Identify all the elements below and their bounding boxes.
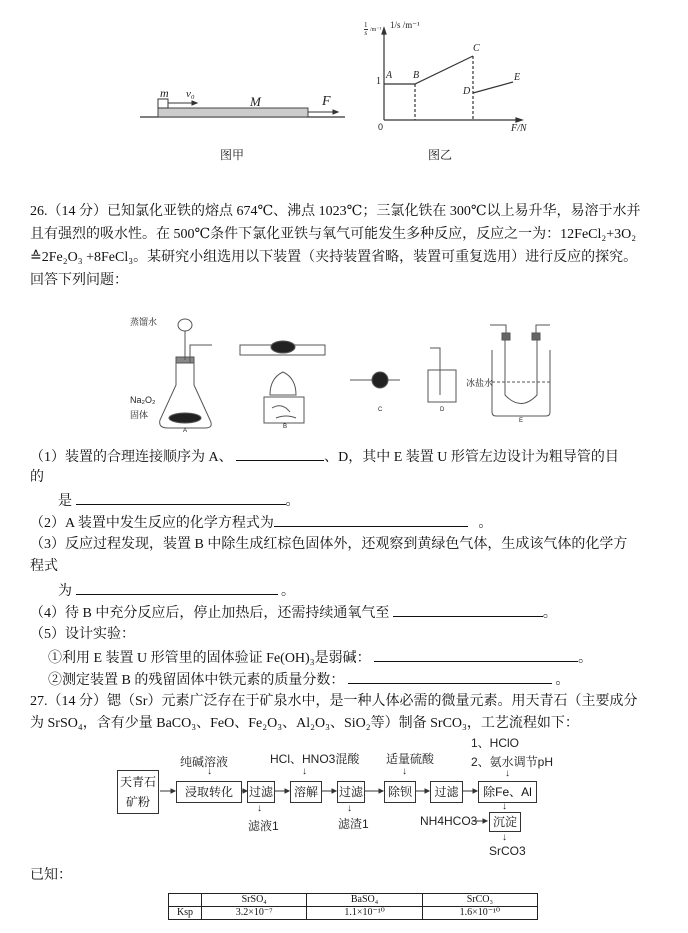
q26-part5: （5）设计实验： — [30, 627, 135, 642]
output-filtrate-1: 滤液1 — [248, 819, 279, 833]
caption-fig-b: 图乙 — [428, 148, 453, 162]
header-baso4: BaSO₄ — [307, 894, 422, 907]
q26-line1: 26.（14 分）已知氯化亚铁的熔点 674℃、沸点 1023℃；三氯化铁在 300℃以上易升华，易溶于水并 — [30, 204, 641, 219]
label-F: F — [322, 94, 331, 109]
arrow-down: ↓ — [502, 832, 507, 843]
flow-step-filter-3: 过滤 — [430, 781, 463, 803]
label-na2o2: Na₂O₂ — [130, 395, 156, 405]
label-ice-salt-water: 冰盐水 — [466, 378, 494, 388]
arrow-down: ↓ — [207, 766, 212, 777]
arrow-down: ↓ — [402, 766, 407, 777]
flow-start-box: 天青石 矿粉 — [117, 770, 159, 814]
label-M: M — [250, 94, 261, 109]
y-tick-1: 1 — [376, 76, 381, 87]
q26-part3: （3）反应过程发现，装置 B 中除生成红棕色固体外，还观察到黄绿色气体，生成该气体的化学方 — [30, 537, 628, 552]
row-label-ksp: Ksp — [169, 907, 202, 920]
q27-line1: 27.（14 分）锶（Sr）元素广泛存在于矿泉水中，是一种人体必需的微量元素。用天青石（主要成分 — [30, 694, 638, 709]
point-C: C — [473, 43, 480, 54]
flow-step-remove-ba: 除钡 — [384, 781, 416, 803]
y-axis-unit: /m⁻¹ — [370, 27, 382, 33]
reagent-sulfuric-acid: 适量硫酸 — [386, 752, 435, 766]
reagent-hclo: 1、HClO — [471, 736, 520, 750]
label-distilled-water: 蒸馏水 — [130, 317, 158, 327]
q26-part1-answer: 是 。 — [58, 490, 300, 512]
label-v0: v₀ — [186, 88, 195, 100]
flow-step-remove-fe-al: 除Fe、Al — [478, 781, 537, 803]
arrow-down: ↓ — [302, 766, 307, 777]
point-B: B — [413, 70, 420, 81]
q26-part3-cont: 程式 — [30, 559, 58, 574]
x-axis-label: F/N — [511, 123, 527, 134]
origin-label: 0 — [378, 122, 384, 132]
q26-line3: ≙2Fe₂O₃ +8FeCl₃。某研究小组选用以下装置（夹持装置省略，装置可重复选用）进行反应的探究。 — [30, 250, 638, 265]
label-A: A — [183, 428, 188, 434]
reagent-ammonia: 2、氨水调节pH — [471, 755, 554, 769]
q26-part5-2: ②测定装置 B 的残留固体中铁元素的质量分数： 。 — [48, 669, 569, 691]
reagent-mixed-acid: HCl、HNO3混酸 — [270, 752, 360, 766]
q26-part1: （1）装置的合理连接顺序为 A、 、D，其中 E 装置 U 形管左边设计为粗导管的目 — [30, 446, 619, 468]
label-m: m — [160, 86, 169, 100]
point-E: E — [514, 72, 521, 83]
q26-line2: 且有强烈的吸水性。在 500℃条件下氯化亚铁与氧气可能发生多种反应，反应之一为：12FeCl₂+3O₂ — [30, 227, 637, 242]
reagent-nh4hco3: NH4HCO3 — [420, 814, 478, 828]
label-C: C — [378, 407, 383, 413]
label-D: D — [440, 407, 445, 413]
header-srco3: SrCO₃ — [422, 894, 537, 907]
q26-part4: （4）待 B 中充分反应后，停止加热后，还需持续通氧气至 。 — [30, 602, 557, 624]
point-D: D — [463, 86, 471, 97]
arrow-down: ↓ — [257, 803, 262, 814]
arrow-down: ↓ — [502, 801, 507, 812]
flow-step-leach: 浸取转化 — [176, 781, 242, 803]
label-E: E — [519, 418, 524, 424]
flow-step-dissolve: 溶解 — [290, 781, 322, 803]
caption-fig-a: 图甲 — [220, 148, 245, 162]
point-A: A — [386, 70, 393, 81]
label-solid: 固体 — [130, 410, 149, 420]
y-axis-label-fraction: 1 s — [364, 21, 368, 37]
q26-part5-1: ①利用 E 装置 U 形管里的固体验证 Fe(OH)₃是弱碱： 。 — [48, 647, 592, 669]
q26-part1-cont: 的 — [30, 470, 44, 485]
flow-step-precipitate: 沉淀 — [489, 812, 521, 832]
output-residue-1: 滤渣1 — [338, 817, 369, 831]
arrow-down: ↓ — [505, 768, 510, 779]
flow-step-filter-2: 过滤 — [337, 781, 365, 803]
table-row: Ksp 3.2×10⁻⁷ 1.1×10⁻¹⁰ 1.6×10⁻¹⁰ — [169, 907, 538, 920]
y-axis-label: 1/s /m⁻¹ — [390, 20, 420, 30]
flow-step-filter-1: 过滤 — [247, 781, 275, 803]
arrow-down: ↓ — [347, 803, 352, 814]
label-B: B — [283, 424, 288, 430]
output-srco3: SrCO3 — [489, 844, 526, 858]
known-label: 已知： — [30, 868, 72, 883]
q26-line4: 回答下列问题： — [30, 273, 128, 288]
q26-part2: （2）A 装置中发生反应的化学方程式为 。 — [30, 512, 492, 534]
q26-part3-answer: 为 。 — [58, 580, 295, 602]
ksp-table — [168, 893, 538, 920]
header-srso4: SrSO₄ — [202, 894, 307, 907]
q27-line2: 为 SrSO₄，含有少量 BaCO₃、FeO、Fe₂O₃、Al₂O₃、SiO₂等）制备 SrCO₃，工艺流程如下： — [30, 716, 579, 731]
reagent-soda: 纯碱溶液 — [180, 755, 229, 769]
table-header-row — [169, 894, 538, 907]
